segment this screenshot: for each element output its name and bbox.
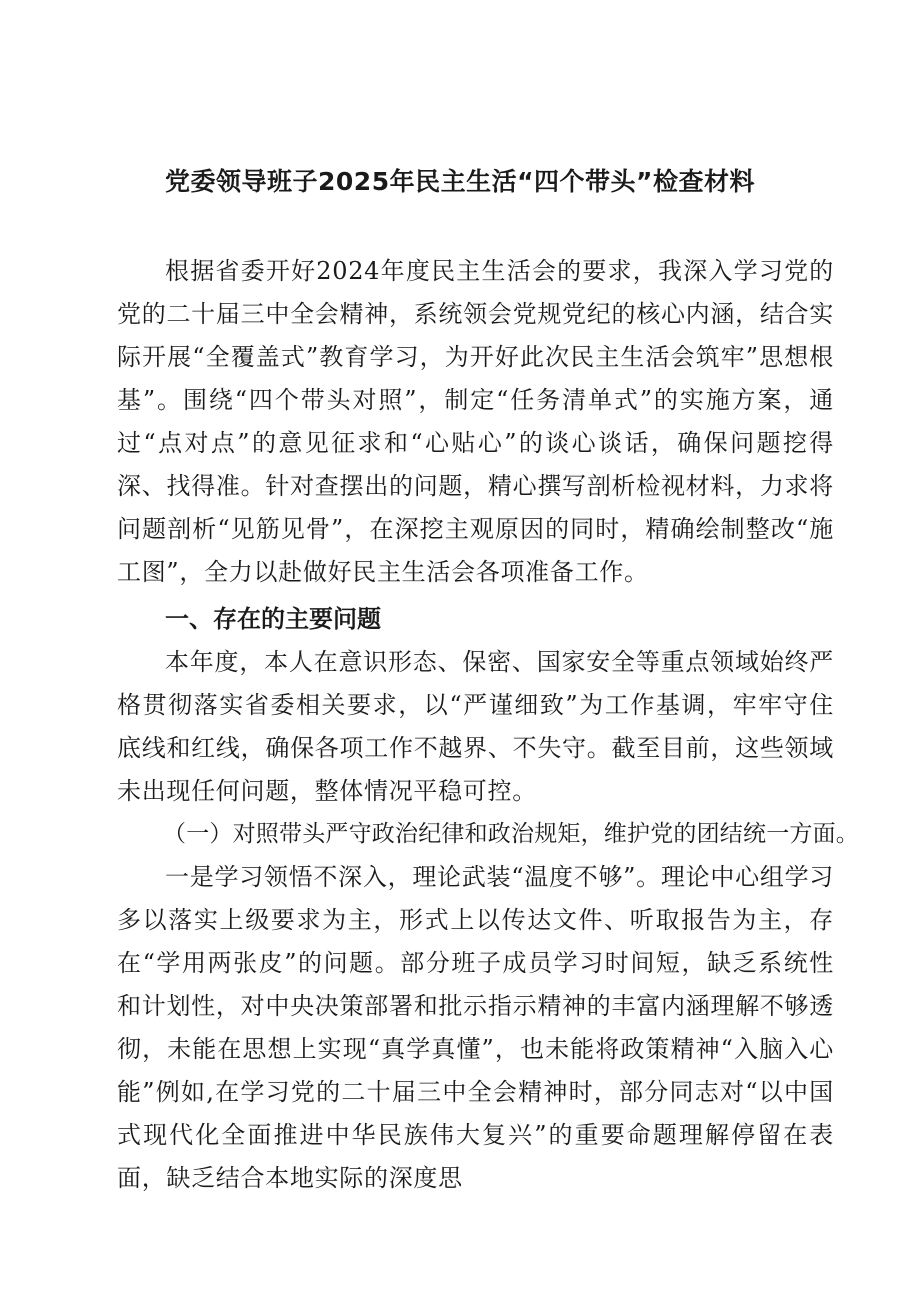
intro-paragraph: 根据省委开好2024年度民主生活会的要求，我深入学习党的党的二十届三中全会精神，系统领会党规党纪的核心内涵，结合实际开展“全覆盖式”教育学习，为开好此次民主生活会筑牢”思想根基”。围绕“四个带头对照”，制定“任务清单式”的实施方案，通过“点对点”的意见征求和“心贴心”的谈心谈话，确保问题挖得深、找得准。针对查摆出的问题，精心撰写剖析检视材料，力求将问题剖析“见筋见骨”，在深挖主观原因的同时，精确绘制整改“施工图”，全力以赴做好民主生活会各项准备工作。 bbox=[117, 257, 834, 586]
document-title: 党委领导班子2025年民主生活“四个带头”检查材料 bbox=[165, 167, 755, 196]
subsection-paragraph: 一是学习领悟不深入，理论武装“温度不够”。理论中心组学习多以落实上级要求为主，形式上以传达文件、听取报告为主，存在“学用两张皮”的问题。部分班子成员学习时间短，缺乏系统性和计划性，对中央决策部署和批示指示精神的丰富内涵理解不够透彻，未能在思想上实现“真学真懂”，也未能将政策精神“入脑入心能”例如,在学习党的二十届三中全会精神时，部分同志对“以中国式现代化全面推进中华民族伟大复兴”的重要命题理解停留在表面，缺乏结合本地实际的深度思 bbox=[117, 863, 834, 1192]
section-intro-paragraph: 本年度，本人在意识形态、保密、国家安全等重点领域始终严格贯彻落实省委相关要求，以“严谨细致”为工作基调，牢牢守住底线和红线，确保各项工作不越界、不失守。截至目前，这些领域未出现任何问题，整体情况平稳可控。 bbox=[117, 648, 834, 805]
section-heading: 一、存在的主要问题 bbox=[165, 605, 381, 633]
subsection-heading: （一）对照带头严守政治纪律和政治规矩，维护党的团结统一方面。 bbox=[163, 821, 859, 847]
